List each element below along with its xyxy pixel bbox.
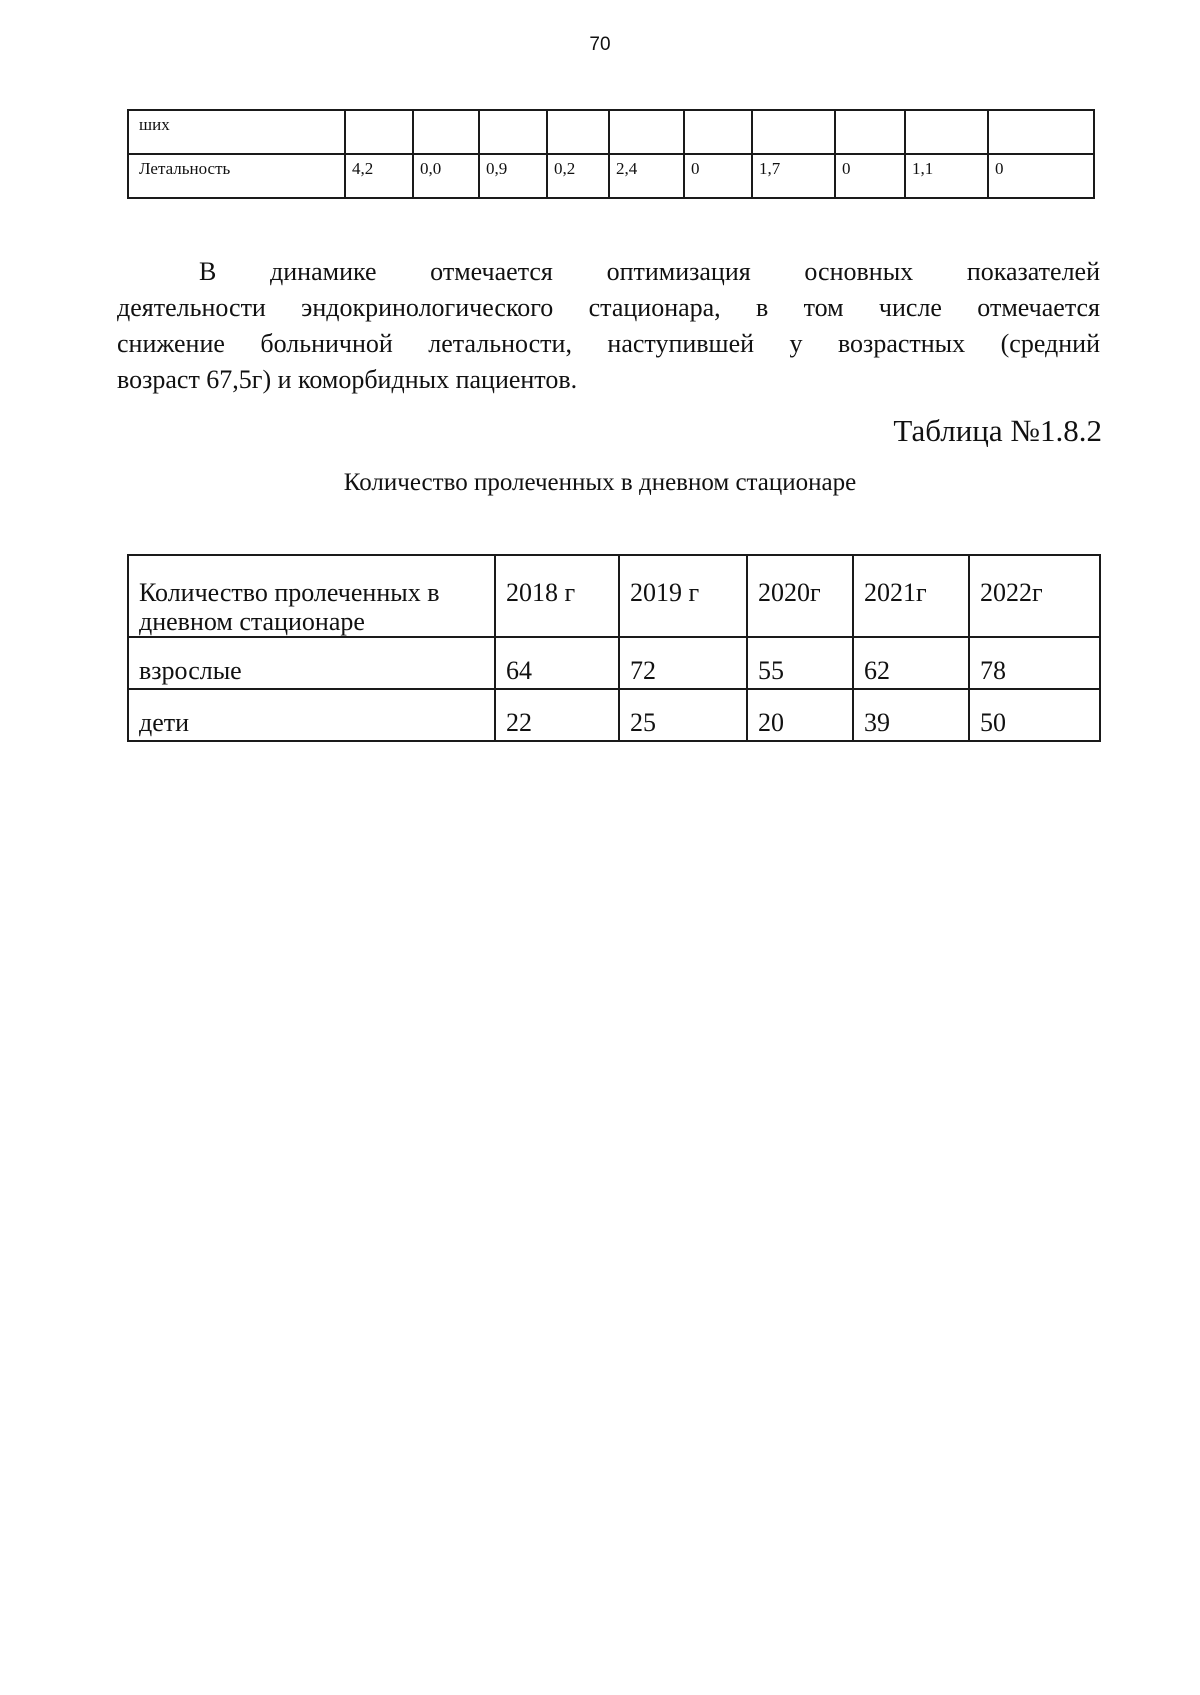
table-row [128,110,1094,154]
page-number: 70 [589,34,611,55]
table-caption: Количество пролеченных в дневном стационаре [343,469,857,496]
row-label: Летальность [128,154,345,198]
table-number: Таблица №1.8.2 [893,413,1102,448]
table-cell: 55 [747,637,853,689]
table-cell: 2,4 [609,154,684,198]
table-cell [835,110,905,154]
year-header: 2018 г [495,555,619,637]
table-cell: 50 [969,689,1100,741]
header-label: Количество пролеченных в дневном стационаре [128,555,495,637]
row-label: ших [128,110,345,154]
table-cell [752,110,835,154]
table-cell: 39 [853,689,969,741]
table-header-row [128,555,1100,637]
table-row [128,637,1100,689]
table-cell: 1,1 [905,154,988,198]
table-cell: 1,7 [752,154,835,198]
table-cell: 0 [684,154,752,198]
table-cell [547,110,609,154]
table-cell [609,110,684,154]
table-row [128,689,1100,741]
table-cell: 0,0 [413,154,479,198]
table-cell [345,110,413,154]
table-cell [479,110,547,154]
body-paragraph [117,254,1100,398]
table-cell: 78 [969,637,1100,689]
table-cell: 0 [988,154,1094,198]
row-label: дети [128,689,495,741]
table-cell: 0 [835,154,905,198]
year-header: 2022г [969,555,1100,637]
table-cell [988,110,1094,154]
table-cell: 20 [747,689,853,741]
table-cell [413,110,479,154]
table-cell: 22 [495,689,619,741]
year-header: 2020г [747,555,853,637]
table-cell [684,110,752,154]
paragraph-line: возраст 67,5г) и коморбидных пациентов. [117,365,578,394]
table-cell: 25 [619,689,747,741]
table-row [128,154,1094,198]
table-cell: 0,9 [479,154,547,198]
paragraph-line: В динамике отмечается оптимизация основных показателей [199,257,1100,286]
table-cell: 64 [495,637,619,689]
table-cell [905,110,988,154]
table-cell: 0,2 [547,154,609,198]
table-cell: 62 [853,637,969,689]
table-cell: 4,2 [345,154,413,198]
year-header: 2019 г [619,555,747,637]
row-label: взрослые [128,637,495,689]
table-cell: 72 [619,637,747,689]
paragraph-line: снижение больничной летальности, наступившей у возрастных (средний [117,329,1100,358]
paragraph-line: деятельности эндокринологического стационара, в том числе отмечается [117,293,1100,322]
day-hospital-table [127,554,1101,742]
lethality-table-fragment [127,109,1095,199]
year-header: 2021г [853,555,969,637]
